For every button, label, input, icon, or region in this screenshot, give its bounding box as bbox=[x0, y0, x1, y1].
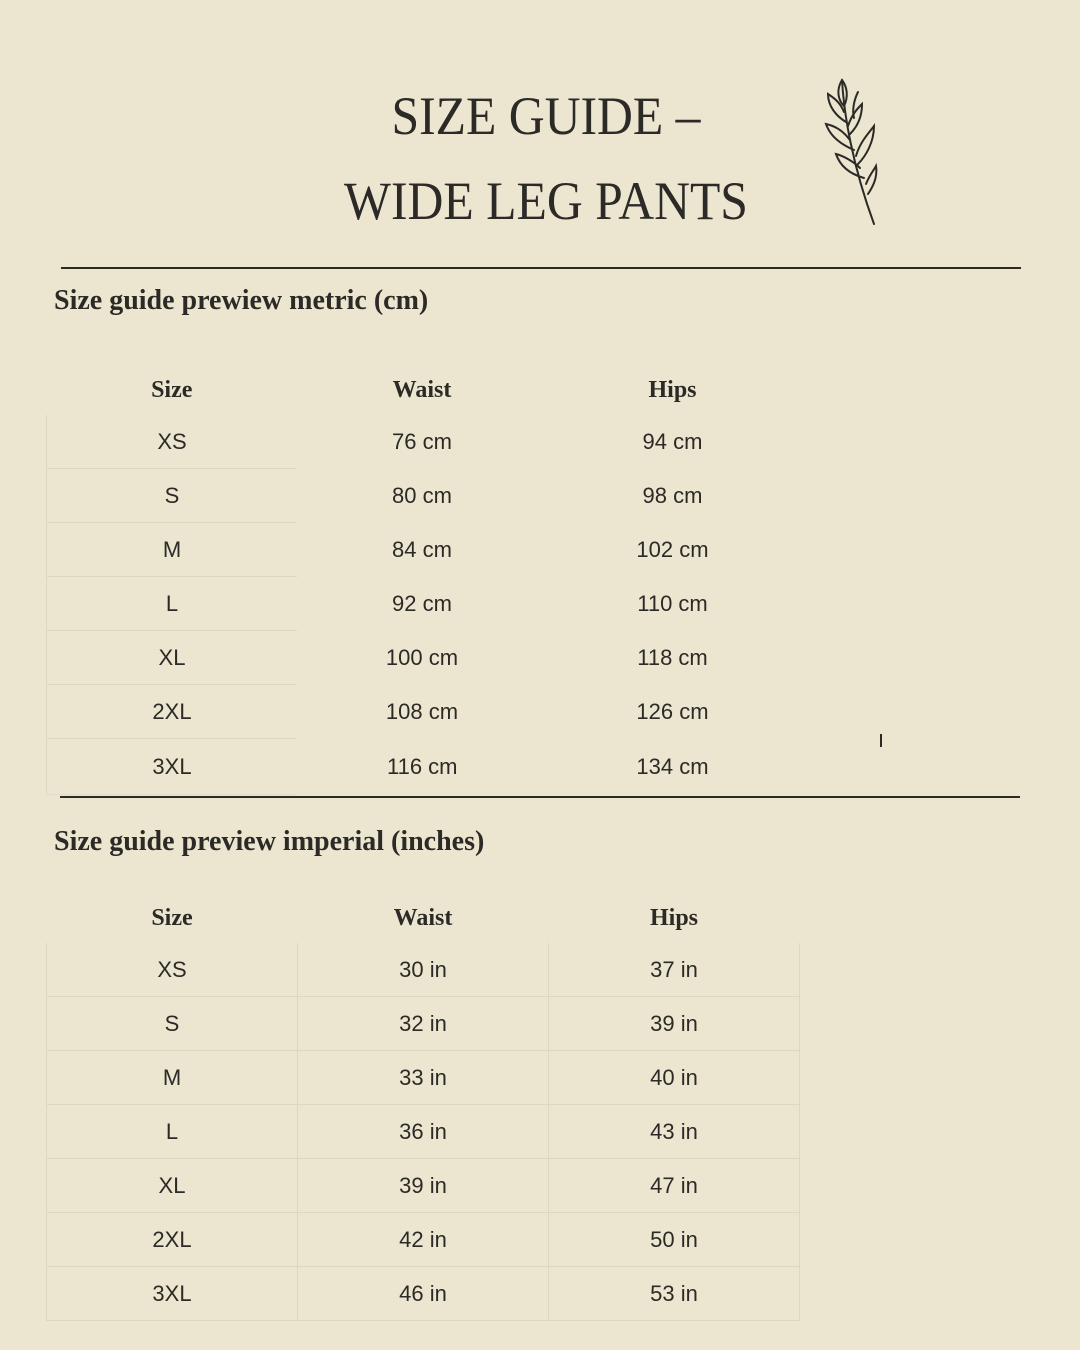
stray-mark bbox=[880, 734, 882, 747]
imperial-section-title: Size guide preview imperial (inches) bbox=[54, 826, 485, 857]
column-header-hips: Hips bbox=[649, 904, 699, 931]
size-cell: S bbox=[47, 997, 298, 1051]
table-row bbox=[47, 997, 800, 1051]
table-row bbox=[47, 469, 798, 523]
table-row bbox=[47, 1159, 800, 1213]
table-row bbox=[47, 1051, 800, 1105]
hips-cell: 50 in bbox=[549, 1213, 800, 1267]
hips-cell: 102 cm bbox=[636, 536, 709, 562]
hips-cell: 43 in bbox=[549, 1105, 800, 1159]
imperial-size-table bbox=[46, 893, 800, 1321]
hips-cell: 47 in bbox=[549, 1159, 800, 1213]
waist-cell: 39 in bbox=[298, 1159, 549, 1213]
column-header-waist: Waist bbox=[392, 376, 452, 403]
waist-cell: 36 in bbox=[298, 1105, 549, 1159]
table-row bbox=[47, 1105, 800, 1159]
size-cell: M bbox=[47, 1051, 298, 1105]
size-cell: XS bbox=[47, 415, 298, 469]
table-row bbox=[47, 1267, 800, 1321]
size-cell: M bbox=[47, 523, 298, 577]
hips-cell: 40 in bbox=[549, 1051, 800, 1105]
column-header-hips: Hips bbox=[648, 376, 697, 403]
hips-cell: 39 in bbox=[549, 997, 800, 1051]
waist-cell: 116 cm bbox=[386, 753, 458, 779]
divider-middle bbox=[60, 796, 1020, 798]
size-cell: L bbox=[47, 577, 298, 631]
size-cell: 2XL bbox=[47, 685, 298, 739]
divider-top bbox=[61, 267, 1021, 269]
column-header-waist: Waist bbox=[393, 904, 453, 931]
waist-cell: 84 cm bbox=[392, 536, 452, 562]
size-cell: S bbox=[47, 469, 298, 523]
size-cell: L bbox=[47, 1105, 298, 1159]
table-row bbox=[47, 523, 798, 577]
page-title-line-1: SIZE GUIDE – bbox=[391, 86, 701, 146]
size-cell: 3XL bbox=[47, 739, 298, 795]
table-row bbox=[47, 415, 798, 469]
waist-cell: 42 in bbox=[298, 1213, 549, 1267]
column-header-size: Size bbox=[151, 904, 193, 931]
waist-cell: 32 in bbox=[298, 997, 549, 1051]
table-row bbox=[47, 577, 798, 631]
table-row bbox=[47, 1213, 800, 1267]
metric-section-title: Size guide prewiew metric (cm) bbox=[54, 285, 429, 316]
size-cell: XL bbox=[47, 1159, 298, 1213]
table-row bbox=[47, 739, 798, 795]
hips-cell: 37 in bbox=[549, 943, 800, 997]
waist-cell: 92 cm bbox=[392, 590, 452, 616]
waist-cell: 100 cm bbox=[385, 644, 459, 670]
hips-cell: 94 cm bbox=[642, 428, 703, 454]
leaf-sprig-icon bbox=[818, 74, 884, 228]
size-cell: 2XL bbox=[47, 1213, 298, 1267]
waist-cell: 30 in bbox=[298, 943, 549, 997]
size-cell: XL bbox=[47, 631, 298, 685]
column-header-size: Size bbox=[151, 376, 193, 403]
table-row bbox=[47, 685, 798, 739]
hips-cell: 126 cm bbox=[636, 698, 709, 724]
hips-cell: 134 cm bbox=[636, 753, 709, 779]
hips-cell: 98 cm bbox=[642, 482, 703, 508]
size-cell: XS bbox=[47, 943, 298, 997]
size-cell: 3XL bbox=[47, 1267, 298, 1321]
waist-cell: 76 cm bbox=[392, 428, 452, 454]
table-row bbox=[47, 631, 798, 685]
waist-cell: 80 cm bbox=[392, 482, 452, 508]
waist-cell: 33 in bbox=[298, 1051, 549, 1105]
metric-size-table bbox=[46, 365, 798, 795]
waist-cell: 46 in bbox=[298, 1267, 549, 1321]
table-row bbox=[47, 943, 800, 997]
hips-cell: 53 in bbox=[549, 1267, 800, 1321]
hips-cell: 110 cm bbox=[637, 590, 708, 616]
page-title-line-2: WIDE LEG PANTS bbox=[344, 171, 748, 231]
hips-cell: 118 cm bbox=[637, 644, 708, 670]
waist-cell: 108 cm bbox=[385, 698, 459, 724]
